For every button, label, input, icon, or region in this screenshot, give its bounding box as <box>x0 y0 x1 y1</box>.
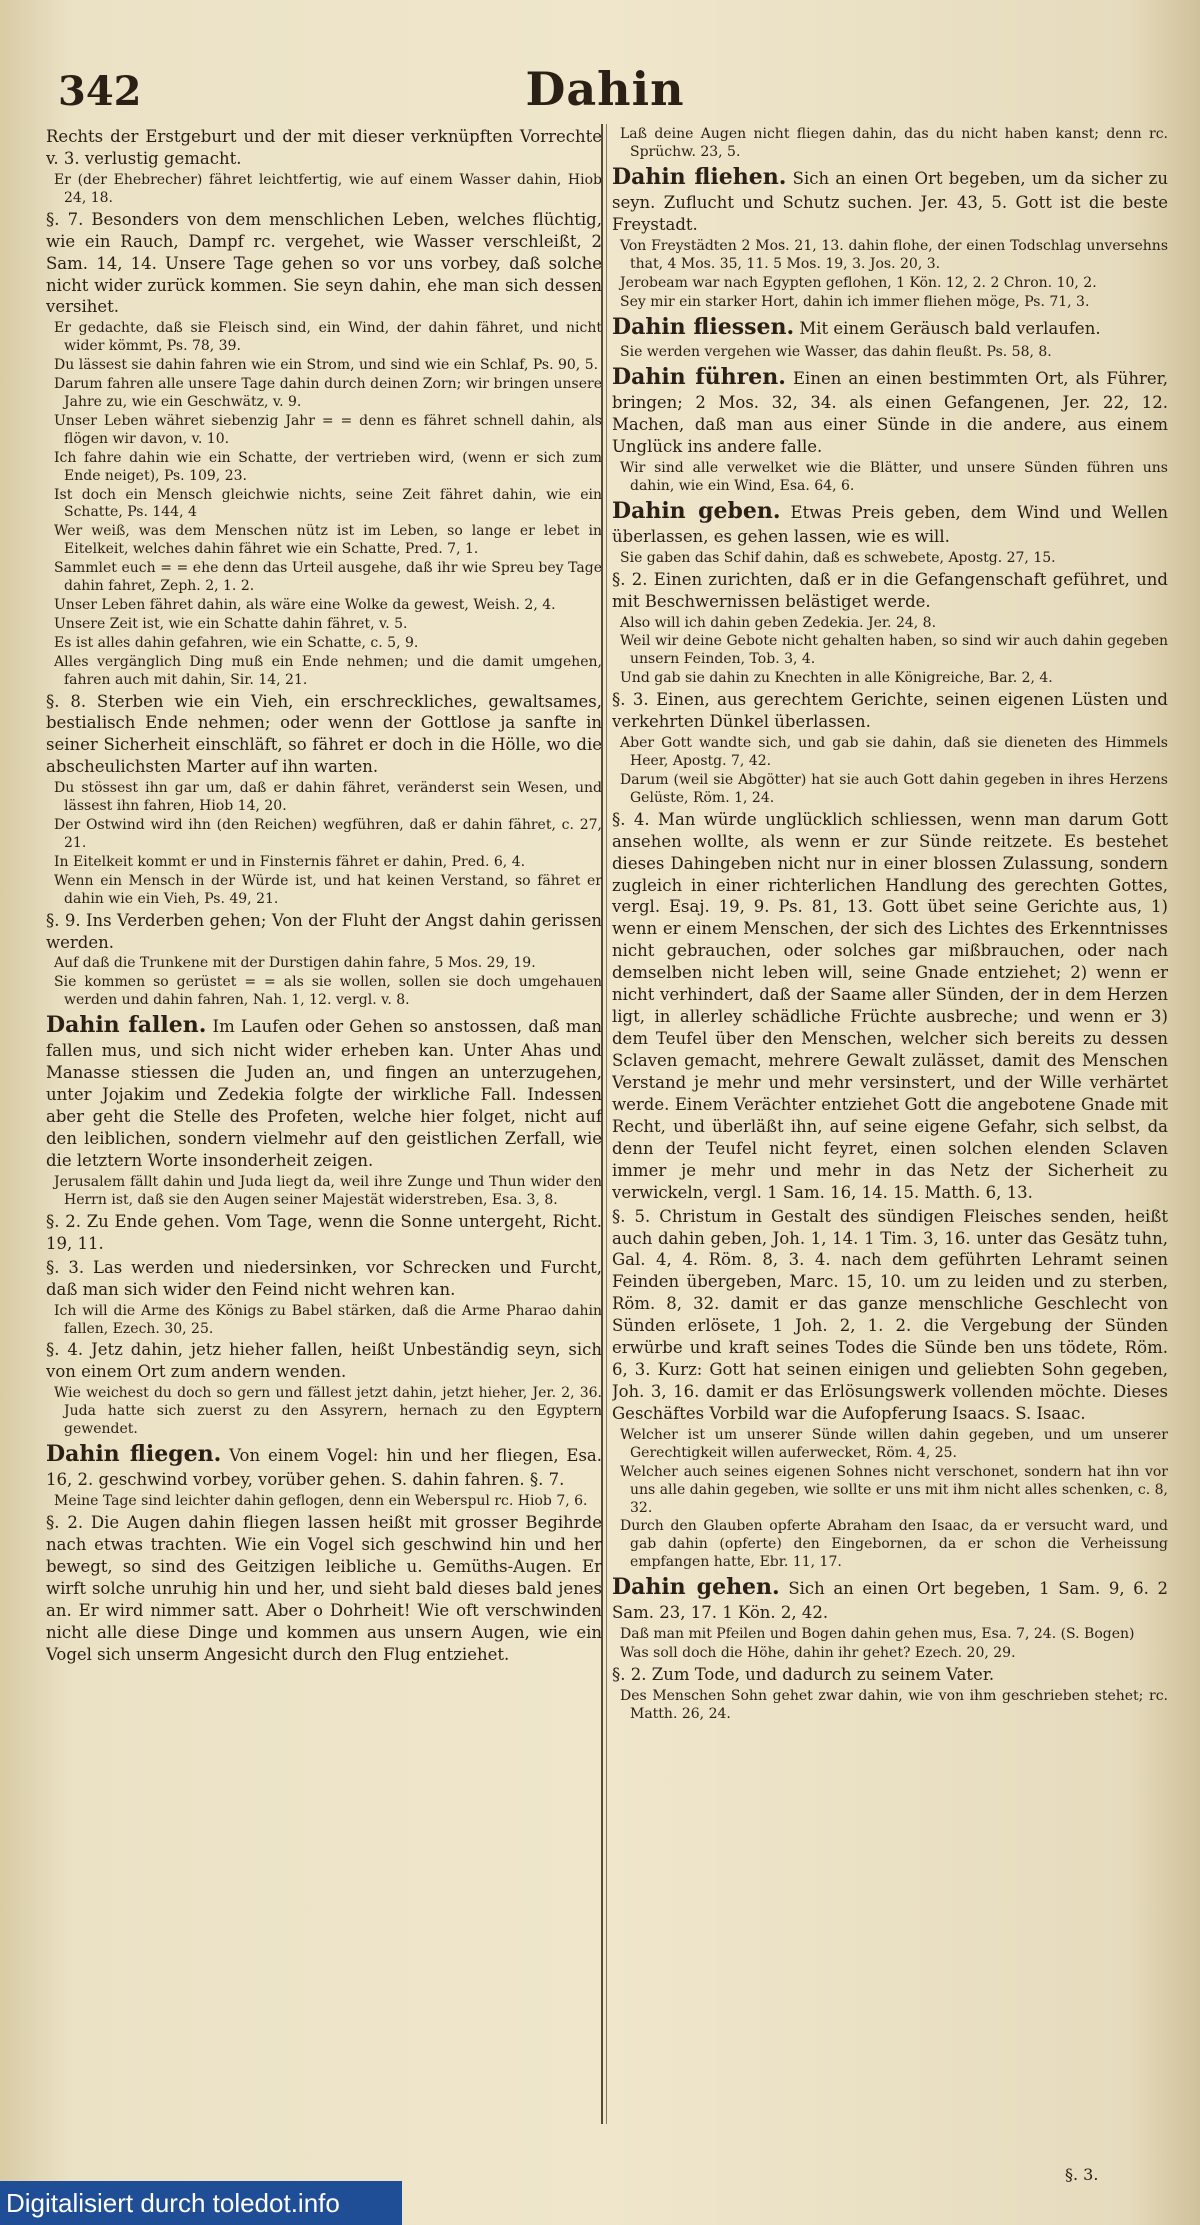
scripture-quote: Durch den Glauben opferte Abraham den Isaac, da er versucht ward, und gab dahin (opferte) den Eingebornen, da er schon die Verheissung empfangen hatte, Ebr. 11, 17. <box>620 1518 1168 1571</box>
catchword: §. 3. <box>1065 2165 1099 2184</box>
section-paragraph: §. 2. Zum Tode, und dadurch zu seinem Vater. <box>612 1665 995 1685</box>
entry-text: Einen an einen bestimmten Ort, als Führer, bringen; 2 Mos. 32, 34. als einen Gefangenen, Jer. 22, 12. Machen, daß man aus einer Sünde in die andere, aus einem Unglück ins andere falle. <box>612 368 1168 456</box>
section-paragraph: §. 4. Jetz dahin, jetz hieher fallen, heißt Unbeständig seyn, sich von einem Ort zum andern wenden. <box>46 1340 602 1382</box>
digitization-footer[interactable]: Digitalisiert durch toledot.info <box>0 2181 402 2225</box>
scripture-quote: Auf daß die Trunkene mit der Durstigen dahin fahre, 5 Mos. 29, 19. <box>54 955 536 972</box>
scripture-quote: Unsere Zeit ist, wie ein Schatte dahin fähret, v. 5. <box>54 615 408 632</box>
scripture-quote: Von Freystädten 2 Mos. 21, 13. dahin flohe, der einen Todschlag unversehns that, 4 Mos. 35, 11. 5 Mos. 19, 3. Jos. 20, 3. <box>620 237 1168 272</box>
scripture-quote: Meine Tage sind leichter dahin geflogen, denn ein Weberspul rc. Hiob 7, 6. <box>54 1493 588 1510</box>
scripture-quote: Unser Leben fähret dahin, als wäre eine Wolke da gewest, Weish. 2, 4. <box>54 596 556 613</box>
scripture-quote: Er gedachte, daß sie Fleisch sind, ein Wind, der dahin fähret, und nicht wider kömmt, Ps. 78, 39. <box>54 320 602 355</box>
scripture-quote: Darum fahren alle unsere Tage dahin durch deinen Zorn; wir bringen unsere Jahre zu, wie ein Geschwätz, v. 9. <box>54 376 602 410</box>
scripture-quote: Du lässest sie dahin fahren wie ein Strom, und sind wie ein Schlaf, Ps. 90, 5. <box>54 357 599 374</box>
section-paragraph: Rechts der Erstgeburt und der mit dieser verknüpften Vorrechte v. 3. verlustig gemacht. <box>46 127 602 168</box>
scripture-quote: Sammlet euch = = ehe denn das Urteil ausgehe, daß ihr wie Spreu bey Tage dahin fahret, Zeph. 2, 1. 2. <box>54 560 602 595</box>
entry-text: Von einem Vogel: hin und her fliegen, Esa. 16, 2. geschwind vorbey, vorüber gehen. S. dahin fahren. §. 7. <box>46 1446 602 1490</box>
section-paragraph: §. 2. Die Augen dahin fliegen lassen heißt mit grosser Begihrde nach etwas trachten. Wie ein Vogel sich geschwind hin und her bewegt, so sind des Geitzigen leibliche u. Gemüths-Augen. Er wirft solche unruhig hin und her, und sieht bald dieses bald jenes an. Er wird nimmer satt. Aber o Dohrheit! Wie oft verschwinden nicht alle diese Dinge und kommen aus unsern Augen, wie ein Vogel sich unserm Angesicht durch den Flug entziehet. <box>46 1513 602 1664</box>
scripture-quote: Des Menschen Sohn gehet zwar dahin, wie von ihm geschrieben stehet; rc. Matth. 26, 24. <box>620 1688 1168 1723</box>
page-header <box>40 62 1170 122</box>
scripture-quote: Daß man mit Pfeilen und Bogen dahin gehen mus, Esa. 7, 24. (S. Bogen) <box>620 1626 1135 1643</box>
scripture-quote: Er (der Ehebrecher) fähret leichtfertig, wie auf einem Wasser dahin, Hiob 24, 18. <box>54 171 602 206</box>
scripture-quote: Unser Leben währet siebenzig Jahr = = denn es fähret schnell dahin, als flögen wir davon, v. 10. <box>54 412 602 447</box>
section-paragraph: §. 8. Sterben wie ein Vieh, ein erschreckliches, gewaltsames, bestialisch Ende nehmen; oder wenn der Gottlose ja sanfte in seiner Sicherheit einschläft, so fähret er doch in die Hölle, wo die abscheulichsten Marter auf ihn warten. <box>46 691 602 777</box>
scripture-quote: Ich will die Arme des Königs zu Babel stärken, daß die Arme Pharao dahin fallen, Ezech. 30, 25. <box>54 1302 602 1337</box>
entry-paragraph <box>46 1011 602 1172</box>
left-column <box>46 126 602 2146</box>
scripture-quote: Es ist alles dahin gefahren, wie ein Schatte, c. 5, 9. <box>54 634 419 651</box>
scripture-quote: Aber Gott wandte sich, und gab sie dahin, daß sie dieneten des Himmels Heer, Apostg. 7, 42. <box>620 735 1168 769</box>
scripture-quote: Welcher auch seines eigenen Sohnes nicht verschonet, sondern hat ihn vor uns alle dahin gegeben, wie sollte er uns mit ihm nicht alles schenken, c. 8, 32. <box>620 1463 1168 1516</box>
section-paragraph: §. 7. Besonders von dem menschlichen Leben, welches flüchtig, wie ein Rauch, Dampf rc. vergehet, wie Wasser verschleißt, 2 Sam. 14, 14. Unsere Tage gehen so vor uns vorbey, daß solche nicht wider zurück kommen. Sie seyn dahin, ehe man sich dessen versihet. <box>46 209 602 317</box>
entry-paragraph <box>612 313 1168 342</box>
section-paragraph: §. 2. Einen zurichten, daß er in die Gefangenschaft geführet, und mit Beschwernissen belästiget werde. <box>612 569 1168 611</box>
entry-text: Sich an einen Ort begeben, um da sicher zu seyn. Zuflucht und Schutz suchen. Jer. 43, 5. Gott ist die beste Freystadt. <box>612 168 1168 234</box>
section-paragraph: §. 4. Man würde unglücklich schliessen, wenn man darum Gott ansehen wollte, als wenn er zur Sünde reitzete. Es bestehet dieses Dahingeben nicht nur in einer blossen Zulassung, sondern zugleich in einer richterlichen Handlung des gerechten Gottes, vergl. Esaj. 19, 9. Ps. 81, 13. Gott übet seine Gerichte aus, 1) wenn er einem Menschen, der sich des Lichtes des Erkenntnisses nicht gebrauchen, oder solches gar mißbrauchen, oder nach demselben nicht leben will, seine Gnade entziehet; 2) wenn er nicht verhindert, daß der Saame aller Sünden, der in dem Herzen ligt, in allerley schädliche Früchte ausbreche; und wenn er 3) dem Teufel über den Menschen, welcher sich bereits zu dessen Sclaven gemacht, mehrere Gewalt zulässet, damit des Menschen Verstand je mehr und mehr versinstert, und der Wille verhärtet werde. Einem Verächter entziehet Gott die angebotene Gnade mit Recht, und überläßt ihn, auf seine eigene Gefahr, sich selbst, da denn der Teufel nicht feyret, einen solchen elenden Sclaven immer je mehr und mehr in das Netz der Sicherheit zu verwickeln, vergl. 1 Sam. 16, 14. 15. Matth. 6, 13. <box>612 809 1168 1202</box>
entry-text: Sich an einen Ort begeben, 1 Sam. 9, 6. 2 Sam. 23, 17. 1 Kön. 2, 42. <box>612 1579 1168 1623</box>
scripture-quote: Der Ostwind wird ihn (den Reichen) wegführen, daß er dahin fähret, c. 27, 21. <box>54 817 602 851</box>
scripture-quote: Ist doch ein Mensch gleichwie nichts, seine Zeit fähret dahin, wie ein Schatte, Ps. 144, 4 <box>54 486 602 521</box>
entry-paragraph <box>612 497 1168 548</box>
entry-paragraph <box>612 163 1168 236</box>
entry-headword: Dahin führen. <box>612 363 786 390</box>
scripture-quote: Sie gaben das Schif dahin, daß es schwebete, Apostg. 27, 15. <box>620 549 1056 566</box>
entry-paragraph <box>46 1440 602 1491</box>
scripture-quote: Laß deine Augen nicht fliegen dahin, das du nicht haben kanst; denn rc. Sprüchw. 23, 5. <box>620 126 1168 160</box>
scripture-quote: Wir sind alle verwelket wie die Blätter, und unsere Sünden führen uns dahin, wie ein Wind, Esa. 64, 6. <box>620 459 1168 494</box>
page-number: 342 <box>58 68 142 115</box>
scripture-quote: Sie werden vergehen wie Wasser, das dahin fleußt. Ps. 58, 8. <box>620 343 1052 360</box>
entry-text: Mit einem Geräusch bald verlaufen. <box>799 318 1101 338</box>
section-paragraph: §. 5. Christum in Gestalt des sündigen Fleisches senden, heißt auch dahin geben, Joh. 1, 14. 1 Tim. 3, 16. unter das Gesätz tuhn, Gal. 4, 4. Röm. 8, 3. 4. nach dem geführten Lehramt seinen Feinden übergeben, Marc. 15, 10. um zu leiden und zu sterben, Röm. 8, 32. damit er das ganze menschliche Geschlecht von Sünden erlösete, 1 Joh. 2, 1. 2. die Vergebung der Sünden erwürbe und kraft seines Todes die Sünde ben uns tödete, Röm. 6, 3. Kurz: Gott hat seinen einigen und geliebten Sohn gegeben, Joh. 3, 16. damit er das Erlösungswerk vollenden möchte. Dieses Geschäftes Vorbild war die Aufopferung Isaacs. S. Isaac. <box>612 1206 1168 1423</box>
scripture-quote: Wenn ein Mensch in der Würde ist, und hat keinen Verstand, so fähret er dahin wie ein Vieh, Ps. 49, 21. <box>54 872 602 907</box>
entry-paragraph <box>612 1573 1168 1624</box>
scripture-quote: Darum (weil sie Abgötter) hat sie auch Gott dahin gegeben in ihres Herzens Gelüste, Röm. 1, 24. <box>620 771 1168 806</box>
entry-paragraph <box>612 363 1168 458</box>
scripture-quote: Weil wir deine Gebote nicht gehalten haben, so sind wir auch dahin gegeben unsern Feinden, Tob. 3, 4. <box>620 633 1168 668</box>
scripture-quote: Sie kommen so gerüstet = = als sie wollen, sollen sie doch umgehauen werden und dahin fahren, Nah. 1, 12. vergl. v. 8. <box>54 974 602 1009</box>
section-paragraph: §. 3. Las werden und niedersinken, vor Schrecken und Furcht, daß man sich wider den Feind nicht wehren kan. <box>46 1257 602 1299</box>
scripture-quote: Du stössest ihn gar um, daß er dahin fähret, veränderst sein Wesen, und lässest ihn fahren, Hiob 14, 20. <box>54 780 602 815</box>
scripture-quote: Jerobeam war nach Egypten geflohen, 1 Kön. 12, 2. 2 Chron. 10, 2. <box>620 274 1097 291</box>
section-paragraph: §. 3. Einen, aus gerechtem Gerichte, seinen eigenen Lüsten und verkehrten Dünkel überlassen. <box>612 690 1168 732</box>
scripture-quote: Also will ich dahin geben Zedekia. Jer. 24, 8. <box>620 614 937 631</box>
running-head: Dahin <box>525 62 685 116</box>
scripture-quote: Ich fahre dahin wie ein Schatte, der vertrieben wird, (wenn er sich zum Ende neiget), Ps. 109, 23. <box>54 449 602 484</box>
entry-headword: Dahin fallen. <box>46 1012 207 1039</box>
column-divider-inner <box>606 124 607 2124</box>
scripture-quote: Wie weichest du doch so gern und fällest jetzt dahin, jetzt hieher, Jer. 2, 36. Juda hatte sich zuerst zu den Assyrern, hernach zu den Egyptern gewendet. <box>54 1385 602 1438</box>
scripture-quote: Alles vergänglich Ding muß ein Ende nehmen; und die damit umgehen, fahren auch mit dahin, Sir. 14, 21. <box>54 653 602 688</box>
scripture-quote: Welcher ist um unserer Sünde willen dahin gegeben, und um unserer Gerechtigkeit willen auferwecket, Röm. 4, 25. <box>620 1426 1168 1461</box>
entry-headword: Dahin gehen. <box>612 1574 780 1601</box>
entry-headword: Dahin fliehen. <box>612 163 787 190</box>
entry-headword: Dahin geben. <box>612 497 781 524</box>
entry-headword: Dahin fliegen. <box>46 1441 222 1468</box>
entry-headword: Dahin fliessen. <box>612 313 795 340</box>
scripture-quote: In Eitelkeit kommt er und in Finsternis fähret er dahin, Pred. 6, 4. <box>54 853 526 870</box>
right-column <box>612 126 1168 2146</box>
scripture-quote: Jerusalem fällt dahin und Juda liegt da, weil ihre Zunge und Thun wider den Herrn ist, daß sie den Augen seiner Majestät widerstreben, Esa. 3, 8. <box>54 1174 602 1208</box>
scripture-quote: Wer weiß, was dem Menschen nütz ist im Leben, so lange er lebet in Eitelkeit, welches dahin fähret wie ein Schatte, Pred. 7, 1. <box>54 523 602 558</box>
scripture-quote: Was soll doch die Höhe, dahin ihr gehet? Ezech. 20, 29. <box>620 1645 1016 1662</box>
scripture-quote: Sey mir ein starker Hort, dahin ich immer fliehen möge, Ps. 71, 3. <box>620 293 1090 310</box>
entry-text: Etwas Preis geben, dem Wind und Wellen überlassen, es gehen lassen, wie es will. <box>612 502 1168 546</box>
scripture-quote: Und gab sie dahin zu Knechten in alle Königreiche, Bar. 2, 4. <box>620 670 1053 687</box>
entry-text: Im Laufen oder Gehen so anstossen, daß man fallen mus, und sich nicht wider erheben kan. Unter Ahas und Manasse stiessen die Juden an, und fingen an unterzugehen, unter Jojakim und Zedekia folgte der wirkliche Fall. Indessen aber geht die Stelle des Profeten, welche hier folget, nicht auf den leiblichen, sondern vielmehr auf den geistlichen Zerfall, wie die letztern Worte insonderheit zeigen. <box>46 1017 602 1171</box>
section-paragraph: §. 2. Zu Ende gehen. Vom Tage, wenn die Sonne untergeht, Richt. 19, 11. <box>46 1211 602 1253</box>
section-paragraph: §. 9. Ins Verderben gehen; Von der Fluht der Angst dahin gerissen werden. <box>46 910 602 952</box>
